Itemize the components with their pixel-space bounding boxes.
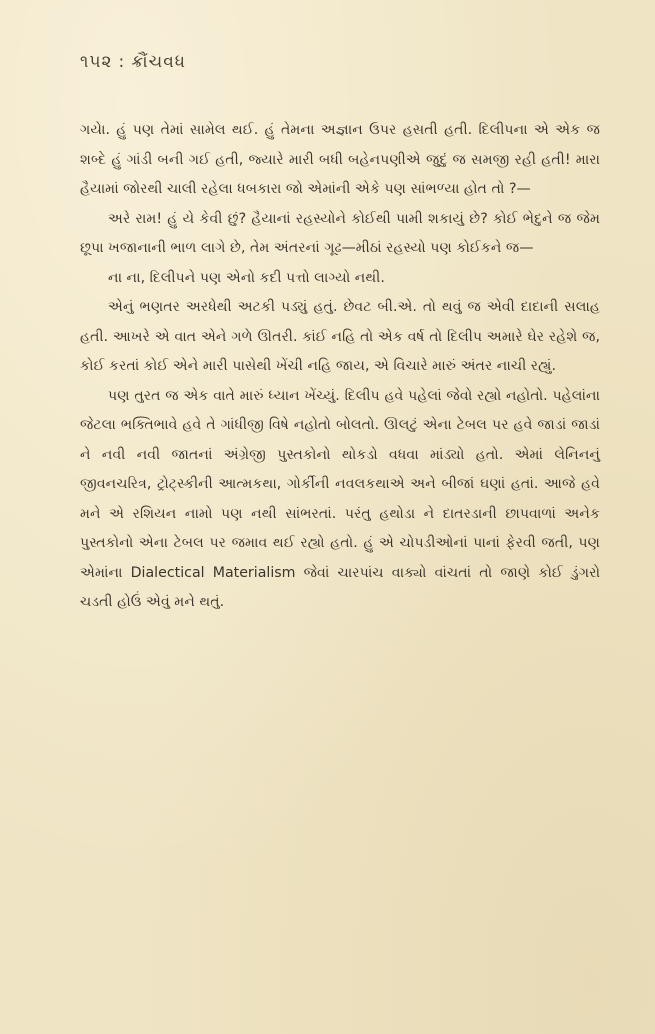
paragraph-3: ના ના, દિલીપને પણ એનો કદી પત્તો લાગ્યો નથી. (108, 269, 385, 286)
paragraph-1: ગયેા. હું પણ તેમાં સામેલ થઈ. હું તેમના અજ્ઞાન ઉપર હસતી હતી. દિલીપના એ એક જ શબ્દે હું ગાંડી બની ગઈ હતી, જ્યારે મારી બધી બહેનપણીએ જુદું જ સમજી રહી હતી! મારા હૈયામાં જોરથી ચાલી રહેલા ધબકારા જો એમાંની એકે પણ સાંભળ્યા હોત તો ?— (80, 122, 600, 197)
paragraph-4: એનું ભણતર અરધેથી અટકી પડ્યું હતું. છેવટ બી.એ. તો થવું જ એવી દાદાની સલાહ હતી. આખરે એ વાત એને ગળે ઊતરી. કાંઈ નહિ તો એક વર્ષ તો દિલીપ અમારે ઘેર રહેશે જ, કોઈ કરતાં કોઈ એને મારી પાસેથી ખેંચી નહિ જાય, એ વિચારે મારું અંતર નાચી રહ્યું. (80, 299, 600, 374)
running-head (80, 52, 186, 72)
paragraph-5: પણ તુરત જ એક વાતે મારું ધ્યાન ખેંચ્યું. દિલીપ હવે પહેલાં જેવો રહ્યો નહોતો. પહેલાંના જેટલા ભક્તિભાવે હવે તે ગાંધીજી વિષે નહોતો બોલતો. ઊલટું એના ટેબલ પર હવે જાડાં જાડાં ને નવી નવી જાતનાં અંગ્રેજી પુસ્તકોનો થોકડો વધવા માંડ્યો હતો. એમાં લેનિનનું જીવનચરિત્ર, ટ્રોટ્સ્કીની આત્મકથા, ગોર્કીની નવલકથાએ અને બીજાં ઘણાં હતાં. આજે હવે મને એ રશિયન નામો પણ નથી સાંભરતાં. પરંતુ હથોડા ને દાતરડાની છાપવાળાં અનેક પુસ્તકોનો એના ટેબલ પર જમાવ થઈ રહ્યો હતો. હું એ ચોપડીઓનાં પાનાં ફેરવી જતી, પણ એમાંના Dialectical Materialism જેવાં ચારપાંચ વાક્યો વાંચતાં તો જાણે કોઈ ડુંગરો ચડતી હોઉં એવું મને થતું. (80, 387, 600, 610)
header-separator: : (118, 52, 126, 72)
book-title: ક્રૌંચવધ (131, 52, 186, 72)
paragraph-2: અરે રામ! હું યે કેવી છું? હૈયાનાં રહસ્યોને કોઈથી પામી શકાયું છે? કોઈ ભેદુને જ જેમ છૂપા ખજાનાની ભાળ લાગે છે, તેમ અંતરનાં ગૂઢ—મીઠાં રહસ્યો પણ કોઈકને જ— (80, 210, 600, 256)
page-number: ૧૫૨ (80, 52, 113, 72)
body-text (80, 116, 600, 618)
